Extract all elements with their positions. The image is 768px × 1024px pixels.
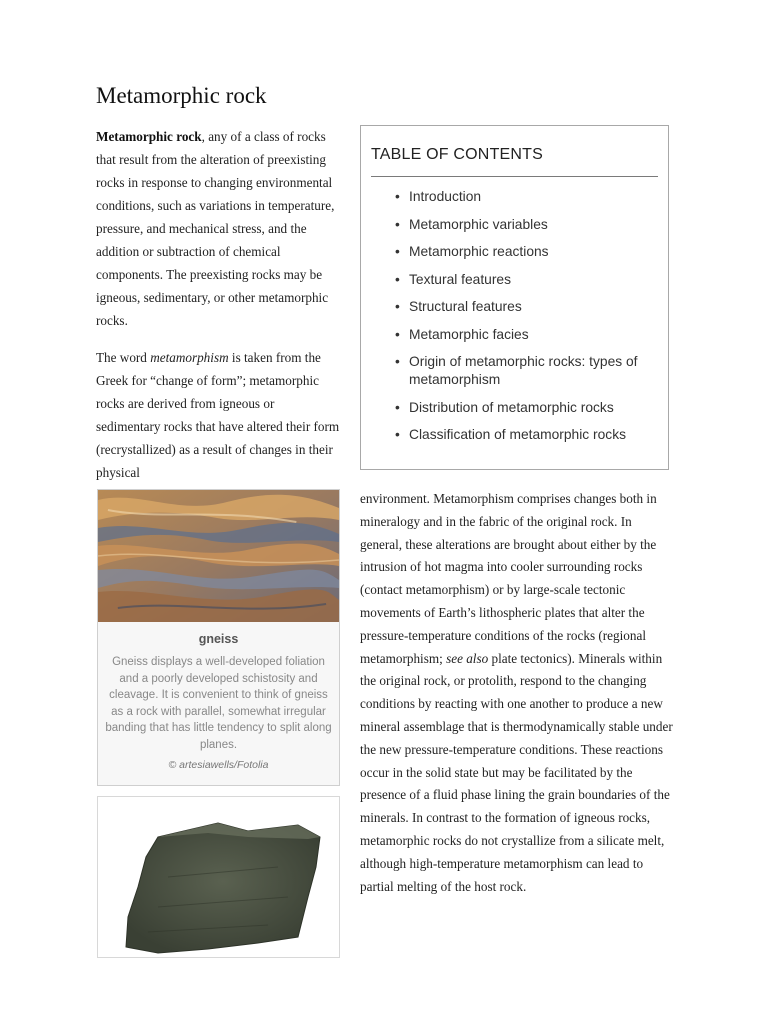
gneiss-figure: [97, 489, 340, 786]
gneiss-caption-text: Gneiss displays a well-developed foliation and a poorly developed schistosity and cleavage. It is convenient to think of gneiss as a rock with parallel, somewhat irregular banding that has little tendency to split along planes.: [105, 656, 332, 751]
toc-bullet: •: [395, 299, 400, 314]
toc-item-label: Metamorphic facies: [409, 326, 529, 342]
toc-bullet: •: [395, 354, 400, 369]
see-also-text: see also: [446, 650, 489, 666]
gneiss-caption-title: gneiss: [198, 632, 239, 646]
toc-item-label: Origin of metamorphic rocks: types of metamorphism: [409, 354, 638, 387]
toc-bullet: •: [395, 271, 400, 287]
toc-bullet: •: [395, 326, 400, 342]
toc-item-label: Metamorphic variables: [409, 216, 548, 232]
toc-item-metamorphic-facies[interactable]: [395, 326, 650, 344]
toc-item-introduction[interactable]: [395, 188, 650, 206]
article-title: Metamorphic rock: [96, 83, 267, 108]
toc-item-label: Classification of metamorphic rocks: [409, 427, 626, 442]
toc-list: [361, 188, 668, 444]
intro-bold-term: Metamorphic rock: [96, 129, 202, 144]
toc-item-label: Introduction: [409, 189, 482, 204]
toc-item-metamorphic-reactions[interactable]: [395, 243, 650, 261]
right-column: [360, 488, 675, 898]
toc-bullet: •: [395, 399, 400, 415]
toc-bullet: •: [395, 427, 400, 442]
toc-item-label: Metamorphic reactions: [409, 244, 549, 259]
toc-item-textural-features[interactable]: [395, 271, 650, 289]
toc-bullet: •: [395, 216, 400, 232]
etymology-before: The word: [96, 350, 151, 365]
gneiss-image[interactable]: [98, 490, 339, 622]
toc-item-distribution[interactable]: [395, 399, 650, 417]
toc-item-structural-features[interactable]: [395, 298, 650, 316]
toc-item-label: Structural features: [409, 299, 522, 314]
etymology-paragraph: [96, 346, 342, 484]
etymology-italic-term: metamorphism: [150, 350, 229, 365]
toc-item-classification[interactable]: [395, 426, 650, 444]
toc-bullet: •: [395, 244, 400, 259]
rock-specimen-image[interactable]: [98, 797, 340, 958]
intro-paragraph: [96, 125, 342, 332]
toc-bullet: •: [395, 189, 400, 204]
main-paragraph: [360, 488, 675, 898]
main-text-part2: plate tectonics). Minerals within the original rock, or protolith, respond to the changing conditions by reacting with one another to produce a new mineral assemblage that is thermodynamically stable under the new pressure-temperature conditions. These reactions occur in the solid state but may be facilitated by the presence of a fluid phase lining the grain boundaries of the minerals. In contrast to the formation of igneous rocks, metamorphic rocks do not crystallize from a silicate melt, although high-temperature metamorphism can lead to partial melting of the host rock.: [360, 650, 673, 894]
table-of-contents: [360, 125, 669, 470]
main-text-part1: environment. Metamorphism comprises changes both in mineralogy and in the fabric of the original rock. In general, these alterations are brought about either by the intrusion of hot magma into cooler surrounding rocks (contact metamorphism) or by large-scale tectonic movements of Earth’s lithospheric plates that alter the pressure-temperature conditions of the rocks (regional metamorphism;: [360, 491, 657, 666]
gneiss-credit: © artesiawells/Fotolia: [168, 759, 269, 771]
toc-item-metamorphic-variables[interactable]: [395, 216, 650, 234]
toc-item-label: Distribution of metamorphic rocks: [409, 399, 614, 415]
intro-text: , any of a class of rocks that result from the alteration of preexisting rocks in response to changing environmental conditions, such as variations in temperature, pressure, and mechanical stress, and the addition or subtraction of chemical components. The preexisting rocks may be igneous, sedimentary, or other metamorphic rocks.: [96, 129, 335, 328]
rock-specimen-figure: [97, 796, 340, 958]
left-column: [96, 125, 342, 498]
toc-title: TABLE OF CONTENTS: [371, 146, 658, 177]
toc-item-origin[interactable]: [395, 353, 650, 389]
toc-item-label: Textural features: [409, 271, 511, 287]
etymology-after: is taken from the Greek for “change of form”; metamorphic rocks are derived from igneous or sedimentary rocks that have altered their form (recrystallized) as a result of changes in their physical: [96, 350, 340, 480]
